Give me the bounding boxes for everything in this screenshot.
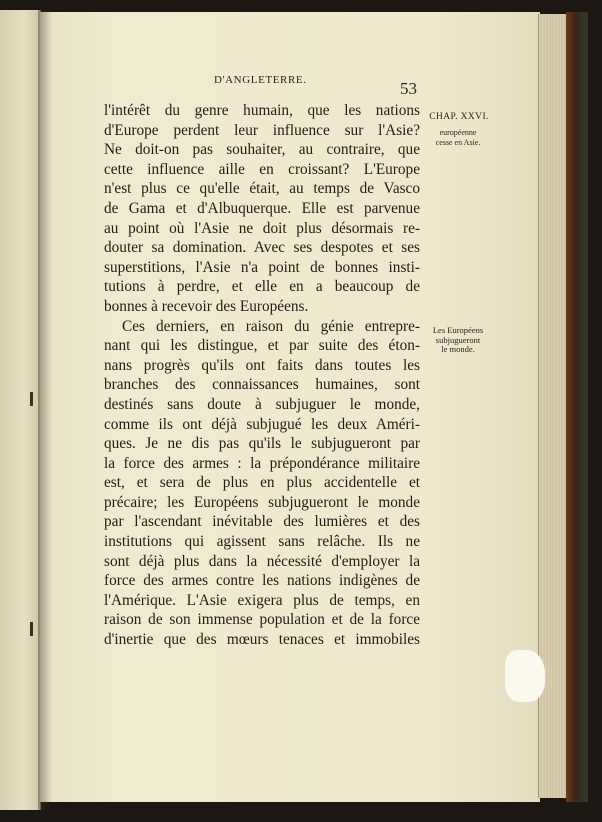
text-line: au point où l'Asie ne doit plus désormais re-	[104, 219, 420, 237]
margin-note-europeans	[422, 326, 494, 355]
book-cover	[566, 12, 588, 802]
text-line: d'Europe perdent leur influence sur l'Asie?	[104, 121, 420, 139]
text-line: tutions à perdre, et elle en a beaucoup de	[104, 278, 420, 296]
margin-note-line: européenne	[439, 128, 477, 137]
text-line: la force des armes : la prépondérance militaire	[104, 454, 420, 472]
margin-note-line: le monde.	[441, 344, 475, 354]
text-line: de Gama et d'Albuquerque. Elle est parvenue	[104, 199, 420, 217]
binding-mark	[30, 392, 33, 406]
paper-stain	[505, 650, 545, 702]
text-line: institutions qui agissent sans relâche. Ils ne	[104, 533, 420, 551]
text-line: cette influence aille en croissant? L'Europe	[104, 160, 420, 178]
text-line: comme ils ont déjà subjugué les deux Améri-	[104, 415, 420, 433]
margin-note-line: cesse en Asie.	[435, 138, 481, 147]
text-line: force des armes contre les nations indigènes de	[104, 572, 420, 590]
margin-note-line: Les Européens	[432, 325, 484, 335]
text-line: bonnes à recevoir des Européens.	[104, 297, 309, 315]
margin-note-line: subjugueront	[435, 334, 481, 345]
page-number: 53	[400, 79, 417, 98]
binding-mark	[30, 622, 33, 636]
text-line: est, et sera de plus en plus accidentelle et	[104, 474, 420, 492]
paragraph-start-line: Ces derniers, en raison du génie entrepre-	[122, 317, 420, 335]
text-line: l'Amérique. L'Asie exigera plus de temps, en	[104, 591, 420, 609]
left-page-edge	[0, 10, 41, 810]
text-line: raison de son immense population et de la force	[104, 611, 420, 629]
text-line: ques. Je ne dis pas qu'ils le subjugueront par	[104, 435, 420, 453]
text-line: l'intérêt du genre humain, que les nations	[104, 102, 420, 119]
text-line: branches des connaissances humaines, sont	[104, 376, 420, 394]
text-line: n'est plus ce qu'elle était, au temps de Vasco	[104, 180, 420, 198]
running-head: D'ANGLETERRE.	[214, 74, 307, 86]
text-line: superstitions, l'Asie n'a point de bonnes insti-	[104, 258, 420, 276]
body-text	[104, 101, 420, 650]
text-line: destinés sans doute à subjuguer le monde,	[104, 395, 420, 413]
gutter-shadow	[38, 10, 52, 810]
text-line: nans progrès qu'ils ont faits dans toutes les	[104, 356, 420, 374]
text-line: précaire; les Européens subjugueront le monde	[104, 493, 420, 511]
text-line: par l'ascendant inévitable des lumières et des	[104, 513, 420, 531]
text-line: d'inertie que des mœurs tenaces et immobiles	[104, 631, 420, 649]
text-line: sont déjà plus dans la nécessité d'employer la	[104, 552, 420, 570]
text-line: douter sa domination. Avec ses despotes et ses	[104, 239, 420, 257]
margin-note-chapter: CHAP. XXVI.	[429, 112, 489, 122]
text-line: Ne doit-on pas souhaiter, au contraire, que	[104, 141, 420, 159]
margin-note-influence	[428, 128, 488, 148]
text-line: nant qui les distingue, et par suite des éton-	[104, 337, 420, 355]
